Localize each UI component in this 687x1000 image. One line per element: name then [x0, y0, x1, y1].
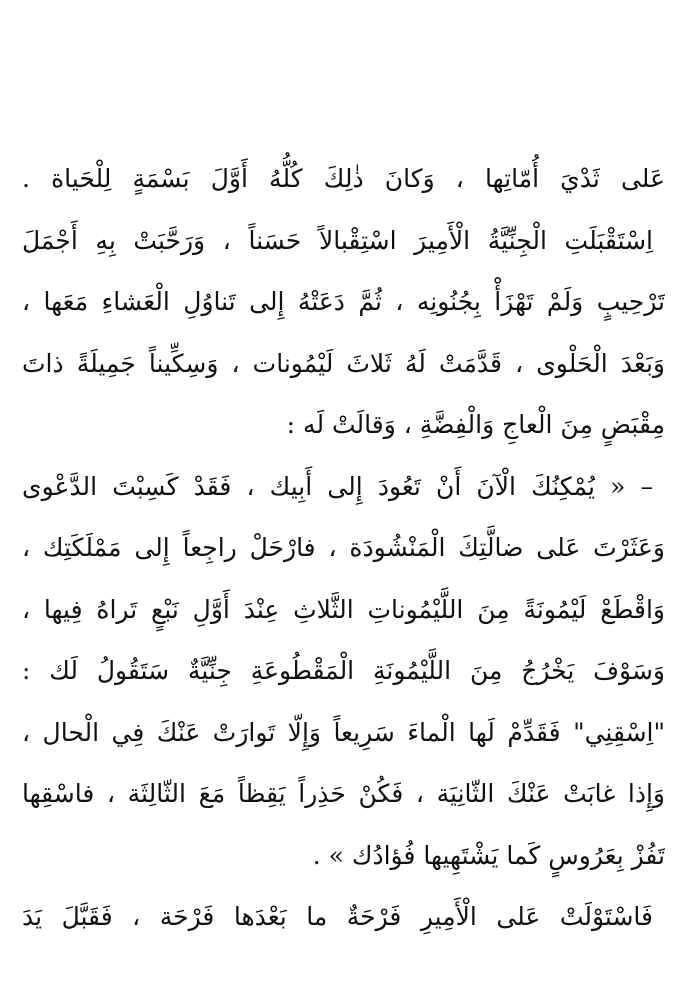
arabic-text-body: [22, 148, 665, 948]
text-line: وَاقْطَعْ لَيْمُونَةً مِنَ اللَّيْمُوناتِ الثَّلاثِ عِنْدَ أَوَّلِ نَبْعٍ تَراهُ فِيها ،: [22, 594, 665, 624]
text-line: اِسْتَقْبَلَتِ الْجِنِّيَّةُ الْأَمِيرَ اسْتِقْبالاً حَسَناً ، وَرَحَّبَتْ بِهِ أَجْمَلَ: [22, 225, 653, 255]
text-line: عَلى ثَدْيَ أُمّاتِها ، وَكانَ ذٰلِكَ كُلُّهُ أَوَّلَ بَسْمَةٍ لِلْحَياة .: [22, 164, 665, 193]
text-line: "اِسْقِنِي" فَقَدِّمْ لَها الْماءَ سَرِيعاً وَإِلّا تَوارَتْ عَنْكَ فِي الْحال ،: [22, 717, 665, 747]
text-line: وَبَعْدَ الْحَلْوى ، قَدَّمَتْ لَهُ ثَلاثَ لَيْمُونات ، وَسِكِّيناً جَمِيلَةً ذاتَ: [22, 348, 665, 378]
text-line: تَرْحِيبٍ وَلَمْ تَهْزَأْ بِجُنُونِه ، ثُمَّ دَعَتْهُ إِلى تَناوُلِ الْعَشاءِ مَعَها ،: [22, 287, 665, 316]
text-line: تَفُزْ بِعَرُوسٍ كَما يَشْتَهِيها فُؤادُك » .: [312, 840, 665, 870]
text-line: مِقْبَضٍ مِنَ الْعاجِ وَالْفِضَّةِ ، وَقالَتْ لَه :: [286, 410, 665, 439]
text-line: وَعَثَرْتَ عَلى ضالَّتِكَ الْمَنْشُودَة ، فارْحَلْ راجِعاً إِلى مَمْلَكَتِك ،: [22, 533, 665, 562]
text-line: – « يُمْكِنُكَ الْآنَ أَنْ تَعُودَ إِلى أَبِيك ، فَقَدْ كَسِبْتَ الدَّعْوى: [22, 471, 653, 501]
text-line: وَسَوْفَ يَخْرُجُ مِنَ اللَّيْمُونَةِ الْمَقْطُوعَةِ جِنِّيَّةٌ سَتَقُولُ لَك :: [22, 656, 665, 685]
text-line: فَاسْتَوْلَتْ عَلى الْأَمِيرِ فَرْحَةٌ ما بَعْدَها فَرْحَة ، فَقَبَّلَ يَدَ: [22, 902, 653, 931]
text-line: وَإِذا غابَتْ عَنْكَ الثّانِيَة ، فَكُنْ حَذِراً يَقِظاً مَعَ الثّالِثَة ، فاسْقِها: [22, 779, 665, 808]
